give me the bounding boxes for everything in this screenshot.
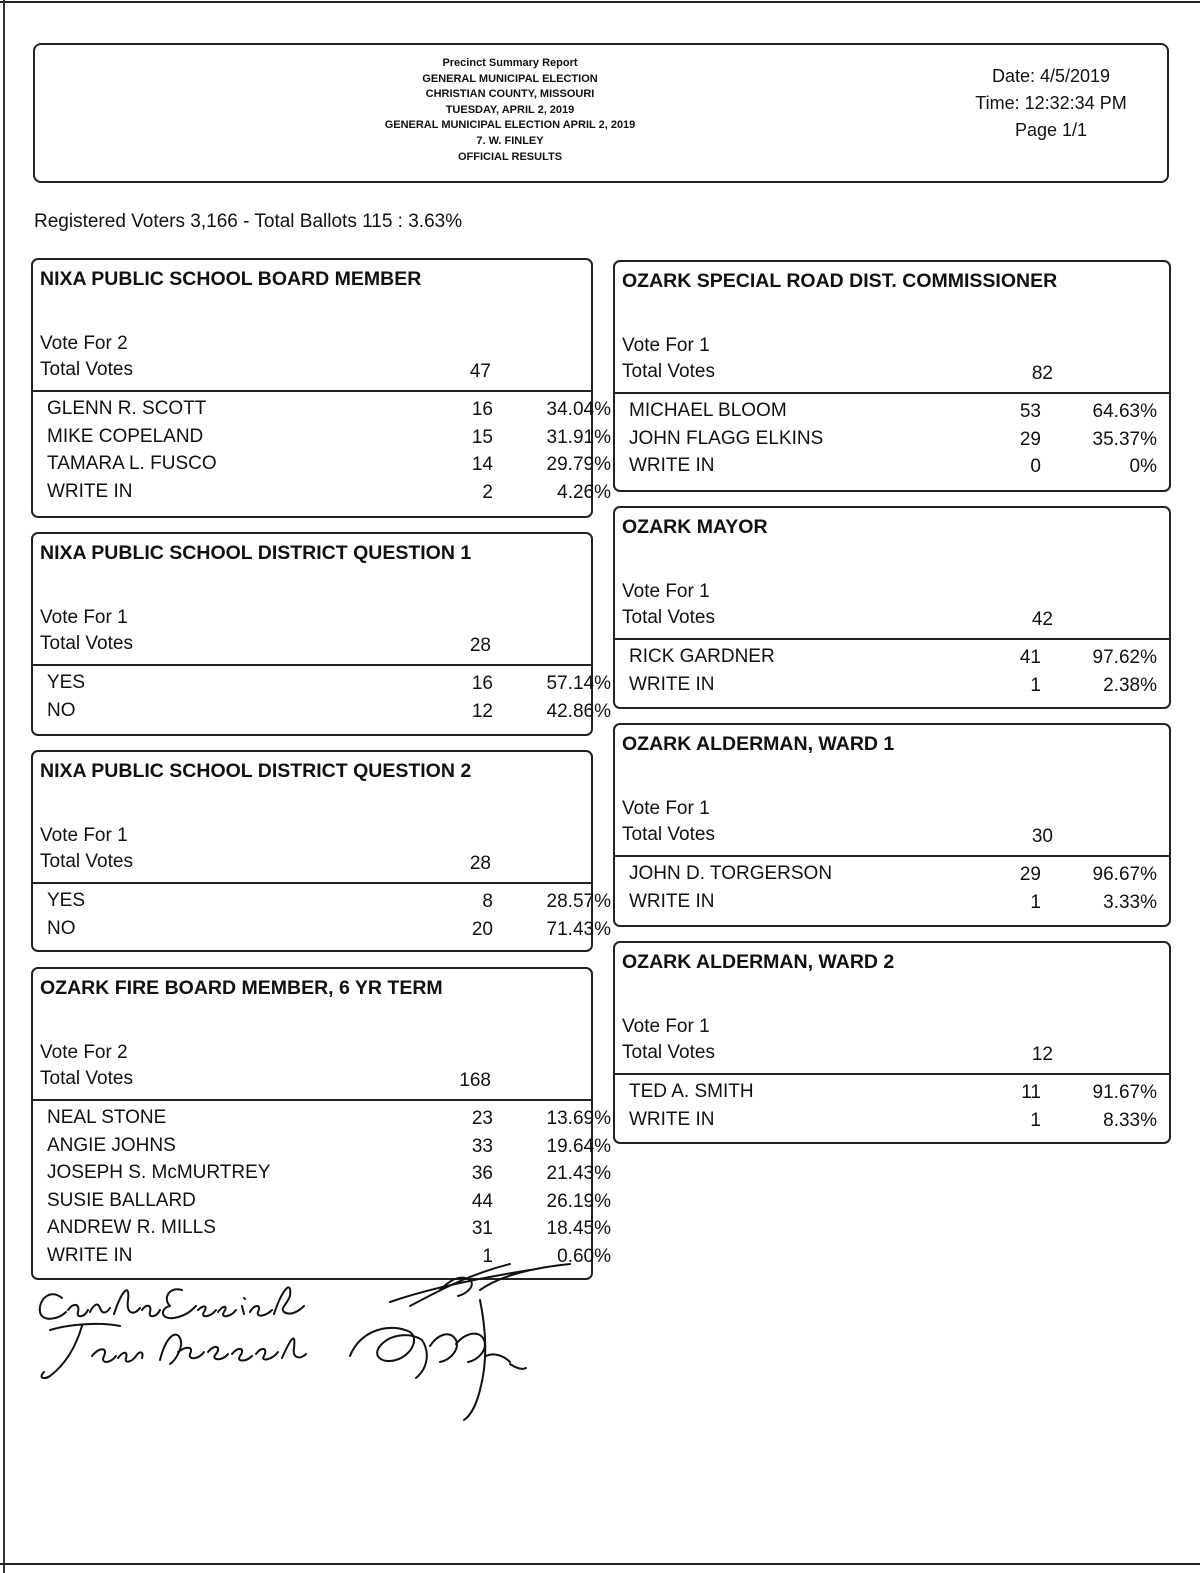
- candidate-percent: 8.33%: [1103, 1109, 1157, 1131]
- candidate-name: WRITE IN: [629, 890, 715, 912]
- total-votes-value: 82: [1031, 363, 1053, 384]
- contest-box: [31, 258, 611, 518]
- header-divider: [33, 1099, 591, 1101]
- contest-title: NIXA PUBLIC SCHOOL DISTRICT QUESTION 2: [40, 760, 472, 782]
- total-votes-label: Total Votes: [622, 824, 715, 845]
- vote-for-label: Vote For 1: [622, 798, 710, 819]
- report-date: Date: 4/5/2019: [991, 66, 1111, 86]
- vote-for-label: Vote For 2: [40, 1042, 128, 1063]
- jurisdiction: CHRISTIAN COUNTY, MISSOURI: [425, 88, 595, 101]
- total-votes-label: Total Votes: [40, 851, 133, 872]
- candidate-percent: 97.62%: [1092, 647, 1157, 668]
- candidate-votes: 0: [1030, 456, 1041, 477]
- candidate-name: WRITE IN: [629, 673, 715, 695]
- candidate-votes: 11: [1021, 1082, 1041, 1103]
- candidate-votes: 29: [1019, 428, 1041, 450]
- left-edge-rule: [3, 0, 5, 1573]
- candidate-percent: 42.86%: [546, 700, 611, 722]
- contest-title: OZARK ALDERMAN, WARD 2: [622, 951, 895, 973]
- header-divider: [33, 664, 591, 666]
- header-divider: [615, 1073, 1169, 1075]
- candidate-percent: 13.69%: [546, 1108, 611, 1129]
- candidate-percent: 35.37%: [1092, 428, 1157, 450]
- report-meta: [941, 63, 1161, 144]
- candidate-name: TED A. SMITH: [629, 1081, 754, 1102]
- candidate-votes: 2: [482, 481, 493, 503]
- contest-title: OZARK FIRE BOARD MEMBER, 6 YR TERM: [40, 977, 443, 999]
- candidate-votes: 41: [1019, 647, 1041, 668]
- election-name: GENERAL MUNICIPAL ELECTION: [422, 72, 598, 85]
- candidate-percent: 18.45%: [546, 1218, 611, 1239]
- candidate-percent: 21.43%: [546, 1163, 611, 1184]
- vote-for-label: Vote For 1: [622, 581, 710, 602]
- candidate-votes: 33: [471, 1135, 493, 1157]
- candidate-percent: 34.04%: [546, 399, 611, 420]
- report-time: Time: 12:32:34 PM: [975, 93, 1127, 113]
- candidate-name: TAMARA L. FUSCO: [47, 453, 217, 474]
- candidate-percent: 29.79%: [546, 454, 611, 475]
- signature-tom-aussel: [42, 1324, 306, 1378]
- candidate-votes: 1: [482, 1245, 493, 1267]
- candidate-name: YES: [47, 672, 86, 693]
- top-edge-rule: [0, 1, 1200, 3]
- signature-third: [350, 1264, 570, 1420]
- candidate-percent: 26.19%: [546, 1190, 611, 1212]
- candidate-percent: 31.91%: [546, 426, 611, 448]
- candidate-name: JOHN D. TORGERSON: [629, 863, 833, 884]
- candidate-votes: 12: [471, 700, 493, 722]
- signatures: [10, 1260, 610, 1430]
- candidate-name: MIKE COPELAND: [47, 425, 204, 447]
- candidate-votes: 16: [471, 673, 493, 694]
- header-divider: [615, 638, 1169, 640]
- candidate-name: ANDREW R. MILLS: [47, 1217, 216, 1238]
- bottom-edge-rule: [0, 1563, 1200, 1565]
- candidate-percent: 28.57%: [546, 891, 611, 912]
- report-title-block: [315, 56, 705, 165]
- contest-title: NIXA PUBLIC SCHOOL BOARD MEMBER: [40, 268, 422, 290]
- header-divider: [615, 392, 1169, 394]
- candidate-name: YES: [47, 890, 86, 911]
- signature-carla-essick: [40, 1287, 304, 1318]
- candidate-percent: 64.63%: [1092, 401, 1157, 422]
- contest-box: [613, 941, 1171, 1144]
- vote-for-label: Vote For 2: [40, 333, 128, 354]
- candidate-percent: 91.67%: [1092, 1082, 1157, 1103]
- candidate-name: ANGIE JOHNS: [47, 1134, 176, 1156]
- candidate-percent: 4.26%: [557, 481, 611, 503]
- candidate-name: MICHAEL BLOOM: [629, 400, 787, 421]
- candidate-name: WRITE IN: [47, 480, 133, 502]
- candidate-name: NEAL STONE: [47, 1107, 167, 1128]
- report-title: Precinct Summary Report: [442, 57, 578, 69]
- candidate-name: SUSIE BALLARD: [47, 1189, 196, 1211]
- candidate-votes: 1: [1030, 674, 1041, 696]
- election-full-name: GENERAL MUNICIPAL ELECTION APRIL 2, 2019: [384, 119, 636, 132]
- header-divider: [615, 855, 1169, 857]
- candidate-votes: 44: [471, 1190, 493, 1212]
- candidate-percent: 71.43%: [546, 918, 611, 940]
- candidate-votes: 53: [1019, 401, 1041, 422]
- contest-box: [31, 750, 611, 952]
- vote-for-label: Vote For 1: [622, 335, 710, 356]
- total-votes-value: 42: [1031, 609, 1053, 630]
- candidate-name: WRITE IN: [629, 1108, 715, 1130]
- total-votes-value: 168: [459, 1070, 491, 1091]
- total-votes-value: 30: [1031, 826, 1053, 847]
- total-votes-label: Total Votes: [40, 359, 133, 380]
- total-votes-label: Total Votes: [622, 607, 715, 628]
- candidate-percent: 0%: [1129, 456, 1157, 477]
- total-votes-label: Total Votes: [40, 633, 133, 654]
- report-header: [33, 43, 1169, 183]
- total-votes-value: 28: [469, 635, 491, 656]
- vote-for-label: Vote For 1: [40, 825, 128, 846]
- total-votes-value: 47: [469, 361, 491, 382]
- candidate-name: GLENN R. SCOTT: [47, 398, 207, 419]
- candidate-percent: 57.14%: [546, 673, 611, 694]
- contest-box: [613, 723, 1171, 927]
- total-votes-label: Total Votes: [622, 1042, 715, 1063]
- candidate-name: NO: [47, 917, 76, 939]
- candidate-votes: 1: [1030, 1109, 1041, 1131]
- candidate-percent: 96.67%: [1092, 864, 1157, 885]
- candidate-votes: 20: [471, 918, 493, 940]
- total-votes-value: 28: [469, 853, 491, 874]
- precinct-name: 7. W. FINLEY: [476, 134, 544, 147]
- contest-title: OZARK ALDERMAN, WARD 1: [622, 733, 895, 755]
- total-votes-value: 12: [1031, 1044, 1053, 1065]
- registered-voters-summary: Registered Voters 3,166 - Total Ballots 115 : 3.63%: [34, 211, 463, 232]
- candidate-percent: 0.60%: [557, 1245, 611, 1267]
- candidate-votes: 15: [471, 426, 493, 448]
- contest-box: [613, 506, 1171, 709]
- candidate-name: RICK GARDNER: [629, 646, 775, 667]
- results-status: OFFICIAL RESULTS: [457, 150, 563, 163]
- candidate-votes: 31: [471, 1218, 493, 1239]
- candidate-name: JOHN FLAGG ELKINS: [629, 427, 824, 449]
- contest-box: [31, 532, 611, 736]
- candidate-percent: 2.38%: [1103, 674, 1157, 696]
- candidate-votes: 16: [471, 399, 493, 420]
- election-day: TUESDAY, APRIL 2, 2019: [445, 103, 575, 116]
- candidate-percent: 3.33%: [1103, 891, 1157, 913]
- candidate-percent: 19.64%: [546, 1135, 611, 1157]
- candidate-name: NO: [47, 699, 76, 721]
- contest-title: NIXA PUBLIC SCHOOL DISTRICT QUESTION 1: [40, 542, 472, 564]
- vote-for-label: Vote For 1: [40, 607, 128, 628]
- contest-title: OZARK MAYOR: [622, 516, 768, 538]
- contest-title: OZARK SPECIAL ROAD DIST. COMMISSIONER: [622, 270, 1058, 292]
- page-number: Page 1/1: [1014, 120, 1088, 140]
- candidate-votes: 29: [1019, 864, 1041, 885]
- header-divider: [33, 882, 591, 884]
- candidate-name: WRITE IN: [47, 1244, 133, 1266]
- contest-box: [613, 260, 1171, 492]
- candidate-name: WRITE IN: [629, 455, 715, 476]
- header-divider: [33, 390, 591, 392]
- vote-for-label: Vote For 1: [622, 1016, 710, 1037]
- candidate-votes: 1: [1030, 891, 1041, 913]
- total-votes-label: Total Votes: [40, 1068, 133, 1089]
- candidate-name: JOSEPH S. McMURTREY: [47, 1162, 271, 1183]
- candidate-votes: 14: [471, 454, 493, 475]
- candidate-votes: 36: [471, 1163, 493, 1184]
- total-votes-label: Total Votes: [622, 361, 715, 382]
- contest-box: [31, 967, 611, 1280]
- candidate-votes: 23: [471, 1108, 493, 1129]
- candidate-votes: 8: [482, 891, 493, 912]
